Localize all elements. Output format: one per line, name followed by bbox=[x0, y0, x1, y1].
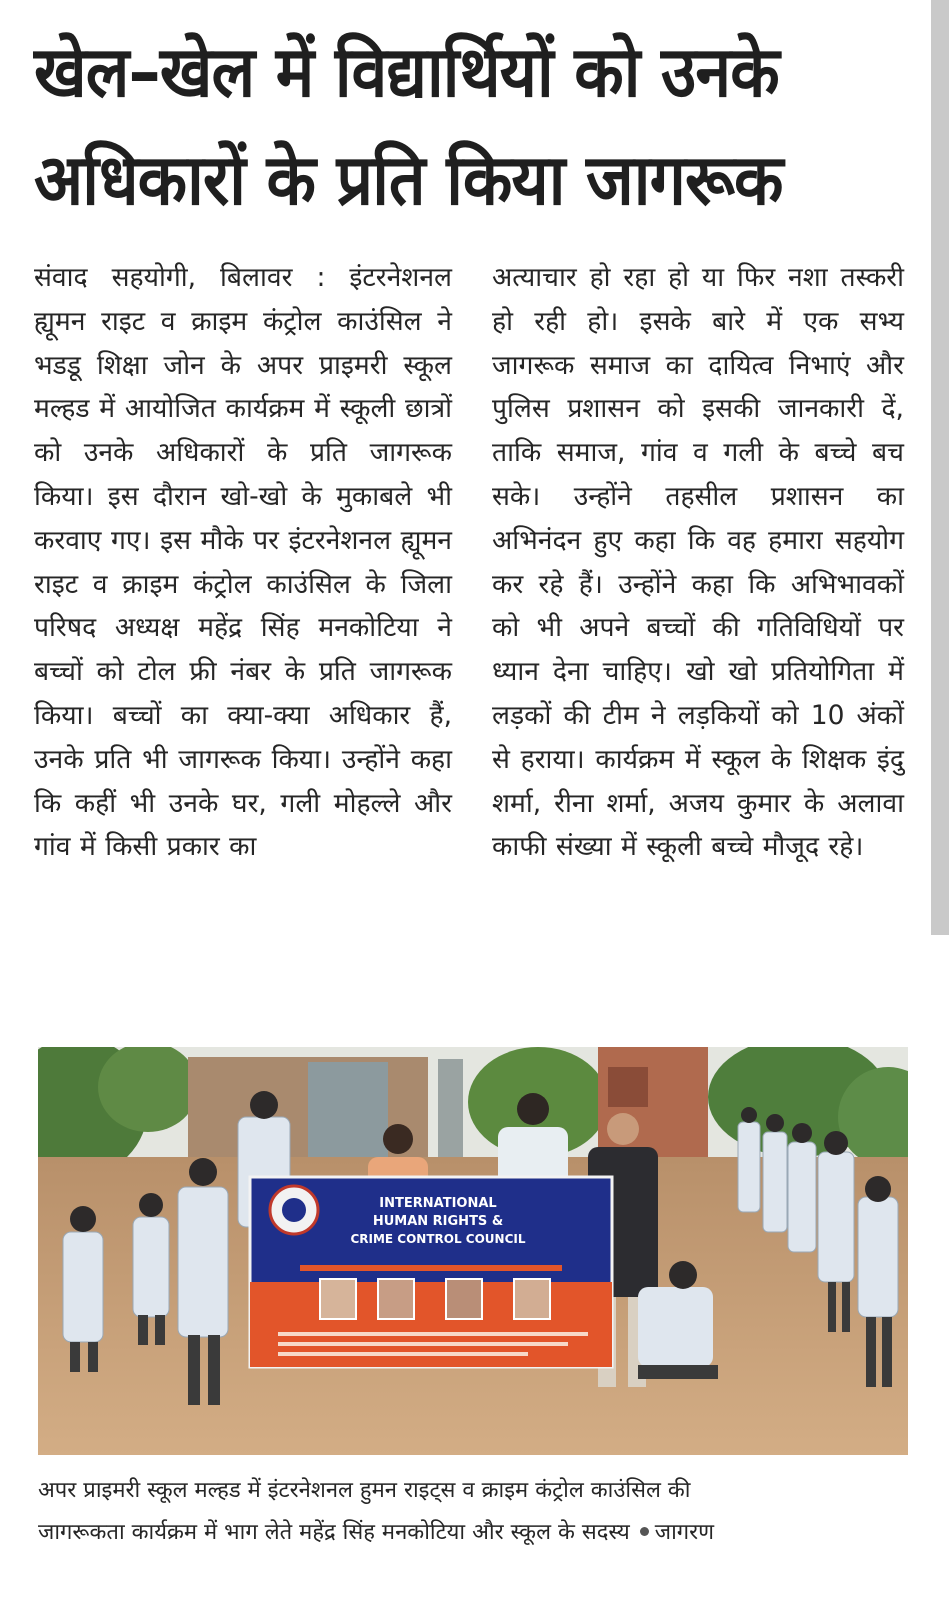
headline-line-2: अधिकारों के प्रति किया जागरूक bbox=[34, 139, 783, 221]
caption-line-1: अपर प्राइमरी स्कूल मल्हड में इंटरनेशनल हुमन राइट्स व क्राइम कंट्रोल काउंसिल की bbox=[38, 1478, 691, 1503]
headline-line-1: खेल–खेल में विद्यार्थियों को उनके bbox=[34, 31, 779, 113]
banner-line-3: CRIME CONTROL COUNCIL bbox=[350, 1232, 526, 1246]
caption-line-2 bbox=[38, 1512, 918, 1554]
photo-caption bbox=[38, 1470, 918, 1554]
article-column-right: अत्याचार हो रहा हो या फिर नशा तस्करी हो रही हो। इसके बारे में एक सभ्य जागरूक समाज का दायित्व निभाएं और पुलिस प्रशासन को इसकी जानकारी दें, ताकि समाज, गांव व गली के बच्चे बच सके। उन्होंने तहसील प्रशासन का अभिनंदन हुए कहा कि वह हमारा सहयोग कर रहे हैं। उन्होंने कहा कि अभिभावकों को भी अपने बच्चों की गतिविधियों पर ध्यान देना चाहिए। खो खो प्रतियोगिता में लड़कों की टीम ने लड़कियों को 10 अंकों से हराया। कार्यक्रम में स्कूल के शिक्षक इंदु शर्मा, रीना शर्मा, अजय कुमार के अलावा काफी संख्या में स्कूली बच्चे मौजूद रहे। bbox=[492, 262, 904, 863]
caption-line-2-text: जागरूकता कार्यक्रम में भाग लेते महेंद्र सिंह मनकोटिया और स्कूल के सदस्य bbox=[38, 1520, 630, 1545]
credit-dot-icon bbox=[640, 1527, 649, 1536]
banner-line-2: HUMAN RIGHTS & bbox=[372, 1214, 504, 1229]
page-edge-bar bbox=[931, 0, 949, 935]
photo-credit: जागरण bbox=[654, 1520, 715, 1545]
photo-illustration bbox=[38, 1047, 908, 1455]
banner-line-1: INTERNATIONAL bbox=[379, 1196, 497, 1211]
photo-banner bbox=[250, 1177, 612, 1367]
headline bbox=[34, 18, 914, 234]
article-column-left: संवाद सहयोगी, बिलावर : इंटरनेशनल ह्यूमन राइट व क्राइम कंट्रोल काउंसिल ने भडडू शिक्षा जोन के अपर प्राइमरी स्कूल मल्हड में आयोजित कार्यक्रम में स्कूली छात्रों को उनके अधिकारों के प्रति जागरूक किया। इस दौरान खो-खो के मुकाबले भी करवाए गए। इस मौके पर इंटरनेशनल ह्यूमन राइट व क्राइम कंट्रोल काउंसिल के जिला परिषद अध्यक्ष महेंद्र सिंह मनकोटिया ने बच्चों को टोल फ्री नंबर के प्रति जागरूक किया। बच्चों का क्या-क्या अधिकार हैं, उनके प्रति भी जागरूक किया। उन्होंने कहा कि कहीं भी उनके घर, गली मोहल्ले और गांव में किसी प्रकार का bbox=[34, 262, 452, 863]
news-photo bbox=[38, 1047, 908, 1455]
